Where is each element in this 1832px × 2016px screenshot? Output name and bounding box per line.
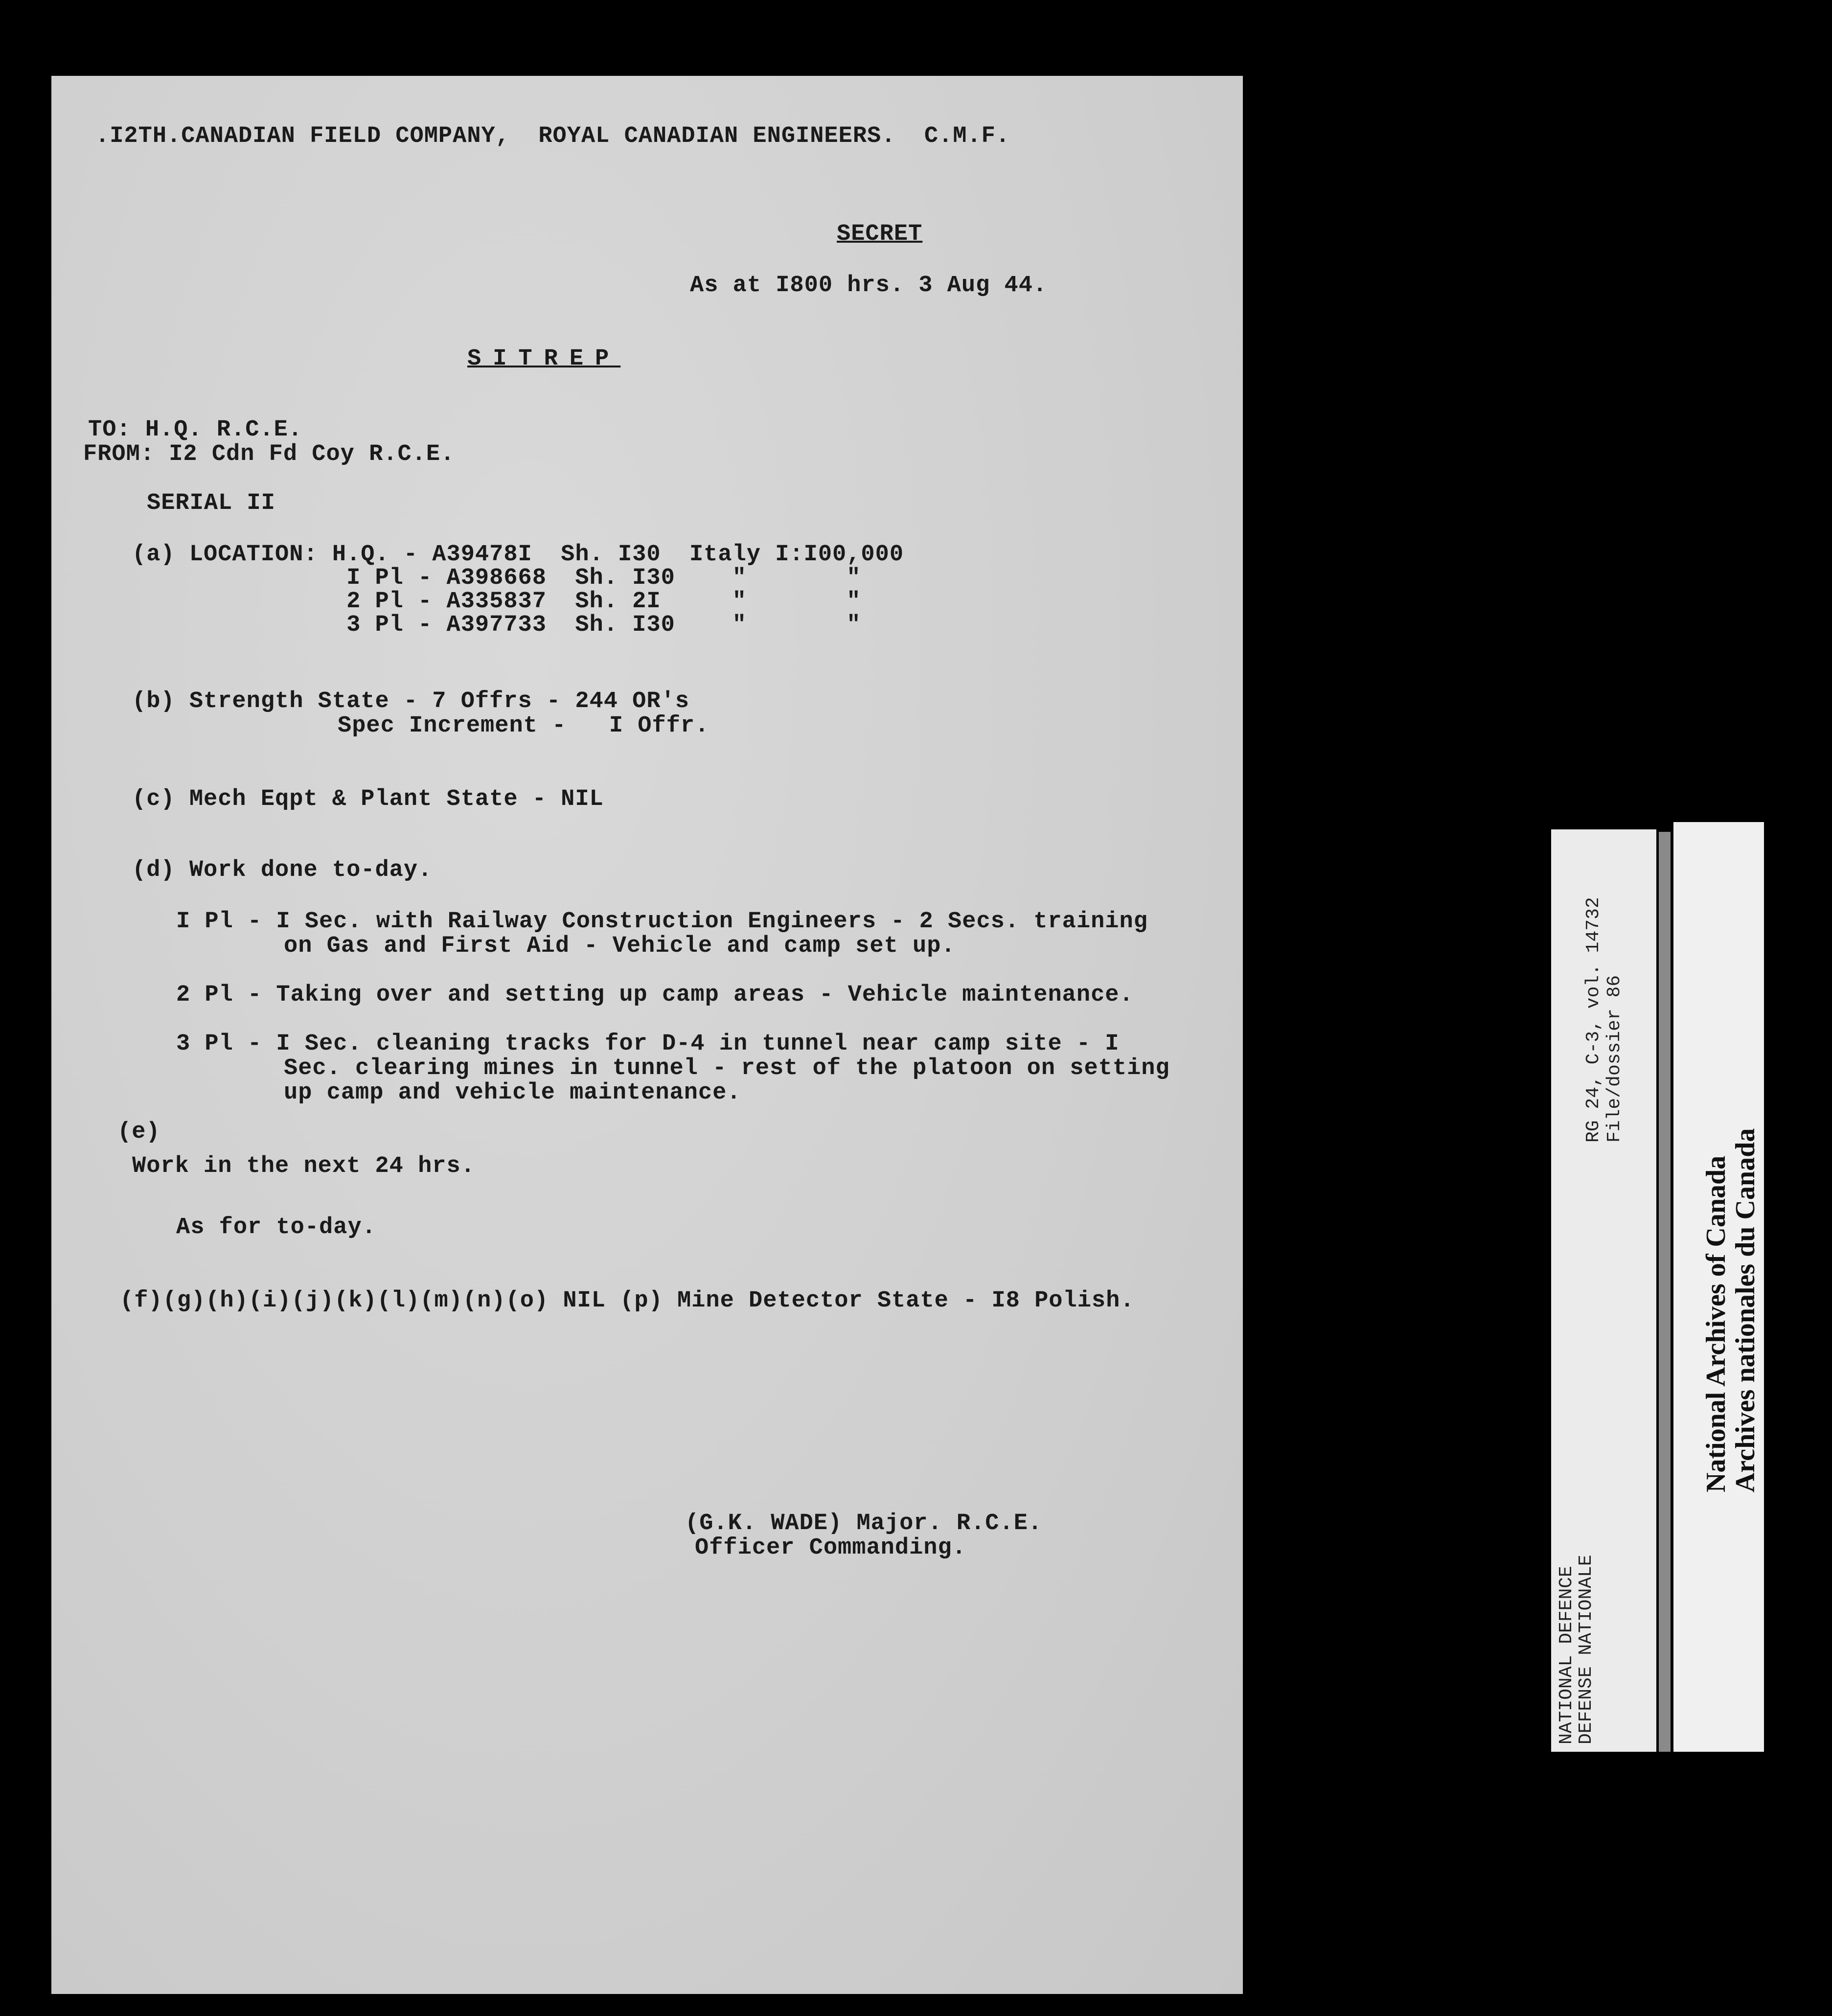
strength-line: (b) Strength State - 7 Offrs - 244 OR's [132,688,689,714]
work-1pl-line1: I Pl - I Sec. with Railway Construction Engineers - 2 Secs. training [176,909,1148,935]
next-work-line: Work in the next 24 hrs. [132,1153,475,1179]
as-for-today-line: As for to-day. [176,1214,376,1240]
archives-english-name: National Archives of Canada [1701,1155,1731,1492]
spec-increment-line: Spec Increment - I Offr. [338,713,710,739]
location-row-3pl: 3 Pl - A397733 Sh. I30 " " [132,612,861,638]
archive-reference-label [1551,829,1656,1752]
item-e-label: (e) [117,1119,160,1145]
archive-reference-line2: File/dossier 86 [1604,975,1625,1143]
archives-french-name: Archives nationales du Canada [1730,1128,1761,1492]
work-2pl-line1: 2 Pl - Taking over and setting up camp areas - Vehicle maintenance. [176,982,1134,1008]
date-time-line: As at I800 hrs. 3 Aug 44. [690,273,1048,298]
work-1pl-line2: on Gas and First Aid - Vehicle and camp set up. [284,933,956,959]
signature-title: Officer Commanding. [695,1535,966,1561]
work-heading: (d) Work done to-day. [132,857,433,883]
location-row-hq: (a) LOCATION: H.Q. - A39478I Sh. I30 Italy I:I00,000 [132,542,904,568]
serial-line: SERIAL II [147,490,275,516]
final-items-line: (f)(g)(h)(i)(j)(k)(l)(m)(n)(o) NIL (p) Mine Detector State - I8 Polish. [120,1288,1135,1314]
work-3pl-line2: Sec. clearing mines in tunnel - rest of the platoon on setting [284,1055,1170,1081]
defence-line2: DEFENSE NATIONALE [1576,1555,1597,1744]
from-line: FROM: I2 Cdn Fd Coy R.C.E. [83,441,455,467]
document-title: SITREP [467,346,621,372]
classification-mark: SECRET [837,221,923,247]
label-divider [1659,832,1671,1752]
mech-eqpt-line: (c) Mech Eqpt & Plant State - NIL [132,786,604,812]
defence-line1: NATIONAL DEFENCE [1556,1566,1577,1744]
archive-reference-line1: RG 24, C-3, vol. 14732 [1583,897,1604,1143]
signature-name: (G.K. WADE) Major. R.C.E. [685,1511,1043,1536]
location-row-2pl: 2 Pl - A335837 Sh. 2I " " [132,589,861,615]
work-3pl-line3: up camp and vehicle maintenance. [284,1080,741,1106]
location-row-1pl: I Pl - A398668 Sh. I30 " " [132,565,861,591]
work-3pl-line1: 3 Pl - I Sec. cleaning tracks for D-4 in tunnel near camp site - I [176,1031,1120,1057]
document-page [51,76,1243,1994]
to-line: TO: H.Q. R.C.E. [88,417,303,443]
document-header: .I2TH.CANADIAN FIELD COMPANY, ROYAL CANADIAN ENGINEERS. C.M.F. [95,123,1010,149]
archives-canada-label [1673,822,1764,1752]
